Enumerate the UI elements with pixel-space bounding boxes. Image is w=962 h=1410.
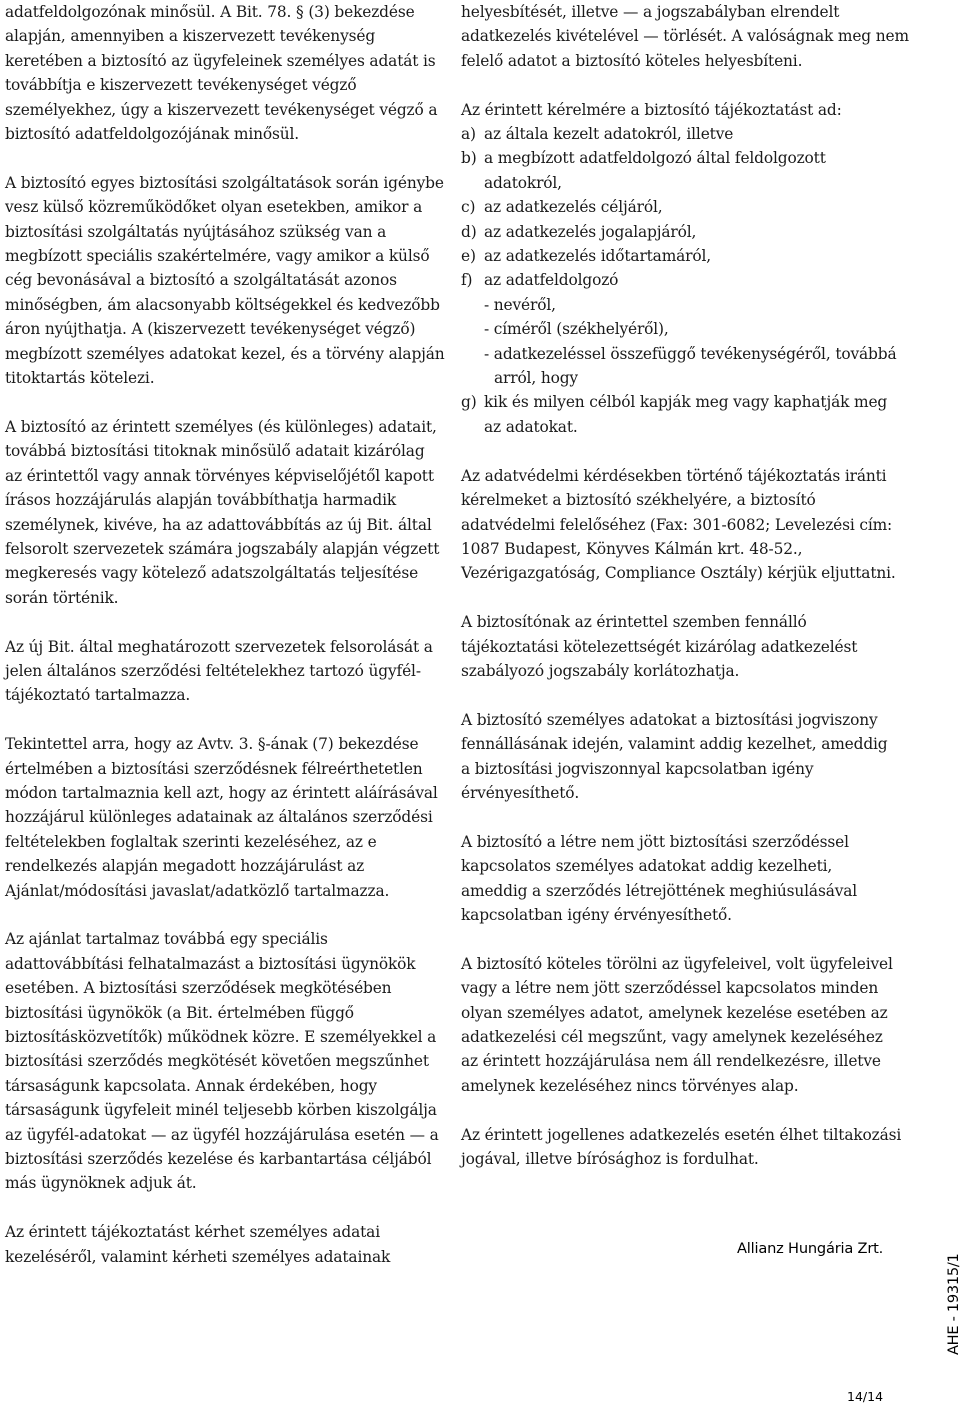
list-item: g) kik és milyen célból kapják meg vagy kaphatják meg az adatokat. bbox=[461, 393, 888, 436]
sub-list-item: - címéről (székhelyéről), bbox=[484, 320, 669, 339]
document-code: AHE - 19315/1 bbox=[945, 1253, 962, 1355]
sub-list-continuation: arról, hogy bbox=[494, 369, 578, 388]
left-paragraph-3: A biztosító az érintett személyes (és különleges) adatait, továbbá biztosítási titoknak minősülő adatait kizárólag az érintettől vagy annak törvényes képviselőjétől kapott írásos hozzájárulás alapján továbbíthatja harmadik személynek, kivéve, ha az adattovábbítás az új Bit. által felsorolt szervezetek számára jogszabály alapján végzett megkeresés vagy kötelező adatszolgáltatás teljesítése során történik. bbox=[5, 417, 440, 607]
right-column bbox=[461, 0, 909, 1196]
left-paragraph-1: adatfeldolgozónak minősül. A Bit. 78. § (3) bekezdése alapján, amennyiben a kiszervezett tevékenység keretében a biztosító az ügyfeleinek személyes adatát is továbbítja e kiszervezett tevékenységet végző személyekhez, úgy a kiszervezett tevékenységet végző a biztosító adatfeldolgozójának minősül. bbox=[5, 3, 438, 144]
left-paragraph-4: Az új Bit. által meghatározott szervezetek felsorolását a jelen általános szerződési feltételekhez tartozó ügyfél- tájékoztató tartalmazza. bbox=[5, 637, 433, 705]
list-item: c) az adatkezelés céljáról, bbox=[461, 198, 663, 217]
right-paragraph-6: A biztosító köteles törölni az ügyfeleivel, volt ügyfeleivel vagy a létre nem jött szerződéssel kapcsolatos minden olyan személyes adatot, amelynek kezelése esetében az adatkezelési cél megszűnt, vagy amelynek kezeléséhez az érintett hozzájárulása nem áll rendelkezésre, illetve amelynek kezeléséhez nincs törvényes alap. bbox=[461, 954, 893, 1095]
left-paragraph-5: Tekintettel arra, hogy az Avtv. 3. §-ának (7) bekezdése értelmében a biztosítási szerződésnek félreérthetetlen módon tartalmaznia kell azt, hogy az érintett aláírásával hozzájárul különleges adatainak az általános szerződési feltételekben foglaltak szerinti kezeléséhez, az e rendelkezés alapján megadott hozzájárulást az Ajánlat/módosítási javaslat/adatközlő tartalmazza. bbox=[5, 735, 438, 900]
left-paragraph-6: Az ajánlat tartalmaz továbbá egy speciális adattovábbítási felhatalmazást a biztosítási ügynökök esetében. A biztosítási szerződések megkötésében biztosítási ügynökök (a Bit. értelmében függő biztosításközvetítők) működnek közre. E személyekkel a biztosítási szerződés megkötését követően megszűnhet társaságunk kapcsolata. Annak érdekében, hogy társaságunk ügyfeleit minél teljesebb körben kiszolgálja az ügyfél-adatokat — az ügyfél hozzájárulása esetén — a biztosítási szerződés kezelése és karbantartása céljából más ügynöknek adjuk át. bbox=[5, 930, 439, 1193]
list-item: a) az általa kezelt adatokról, illetve bbox=[461, 125, 734, 144]
company-signature: Allianz Hungária Zrt. bbox=[737, 1240, 884, 1257]
information-list-section bbox=[461, 98, 901, 440]
sub-list-item: - adatkezeléssel összefüggő tevékenységéről, továbbá bbox=[484, 344, 897, 363]
list-intro: Az érintett kérelmére a biztosító tájékoztatást ad: bbox=[461, 100, 842, 119]
right-paragraph-7: Az érintett jogellenes adatkezelés esetén élhet tiltakozási jogával, illetve bírósághoz is fordulhat. bbox=[461, 1125, 902, 1168]
right-paragraph-3: A biztosítónak az érintettel szemben fennálló tájékoztatási kötelezettségét kizárólag adatkezelést szabályozó jogszabály korlátozhatja. bbox=[461, 613, 858, 680]
right-paragraph-4: A biztosító személyes adatokat a biztosítási jogviszony fennállásának idején, valamint addig kezelhet, ameddig a biztosítási jogviszonnyal kapcsolatban igény érvényesíthető. bbox=[461, 710, 888, 802]
list-item: e) az adatkezelés időtartamáról, bbox=[461, 247, 712, 266]
left-paragraph-7: Az érintett tájékoztatást kérhet személyes adatai kezeléséről, valamint kérheti személyes adatainak bbox=[5, 1223, 391, 1266]
information-list bbox=[461, 122, 901, 439]
left-column bbox=[5, 0, 445, 1293]
left-paragraph-2: A biztosító egyes biztosítási szolgáltatások során igénybe vesz külső közreműködőket olyan esetekben, amikor a biztosítási szolgáltatás nyújtásához szükség van a megbízott speciális szakértelmére, vagy amikor a külső cég bevonásával a biztosító a szolgáltatását azonos minőségben, ám alacsonyabb költségekkel és kedvezőbb áron nyújthatja. A (kiszervezett tevékenységet végző) megbízott személyes adatokat kezel, és a törvény alapján titoktartás kötelezi. bbox=[5, 173, 445, 388]
sub-list-item: - nevéről, bbox=[484, 295, 556, 314]
right-paragraph-2: Az adatvédelmi kérdésekben történő tájékoztatás iránti kérelmeket a biztosító székhelyére, a biztosító adatvédelmi felelőséhez (Fax: 301-6082; Levelezési cím: 1087 Budapest, Könyves Kálmán krt. 48-52., Vezérigazgatóság, Compliance Osztály) kérjük eljuttatni. bbox=[461, 466, 896, 583]
right-paragraph-5: A biztosító a létre nem jött biztosítási szerződéssel kapcsolatos személyes adatokat addig kezelheti, ameddig a szerződés létrejöttének meghiúsulásával kapcsolatban igény érvényesíthető. bbox=[461, 832, 858, 924]
list-item: d) az adatkezelés jogalapjáról, bbox=[461, 222, 697, 241]
list-item: b) a megbízott adatfeldolgozó által feldolgozott adatokról, bbox=[461, 149, 826, 192]
list-item: f) az adatfeldolgozó - nevéről, - címéről (székhelyéről), - adatkezeléssel összefüggő tevékenységéről, továbbá arról, hogy bbox=[461, 268, 901, 390]
page-number: 14/14 bbox=[847, 1389, 884, 1404]
right-paragraph-1: helyesbítését, illetve — a jogszabályban elrendelt adatkezelés kivételével — törlését. A valóságnak meg nem felelő adatot a biztosító köteles helyesbíteni. bbox=[461, 3, 909, 70]
